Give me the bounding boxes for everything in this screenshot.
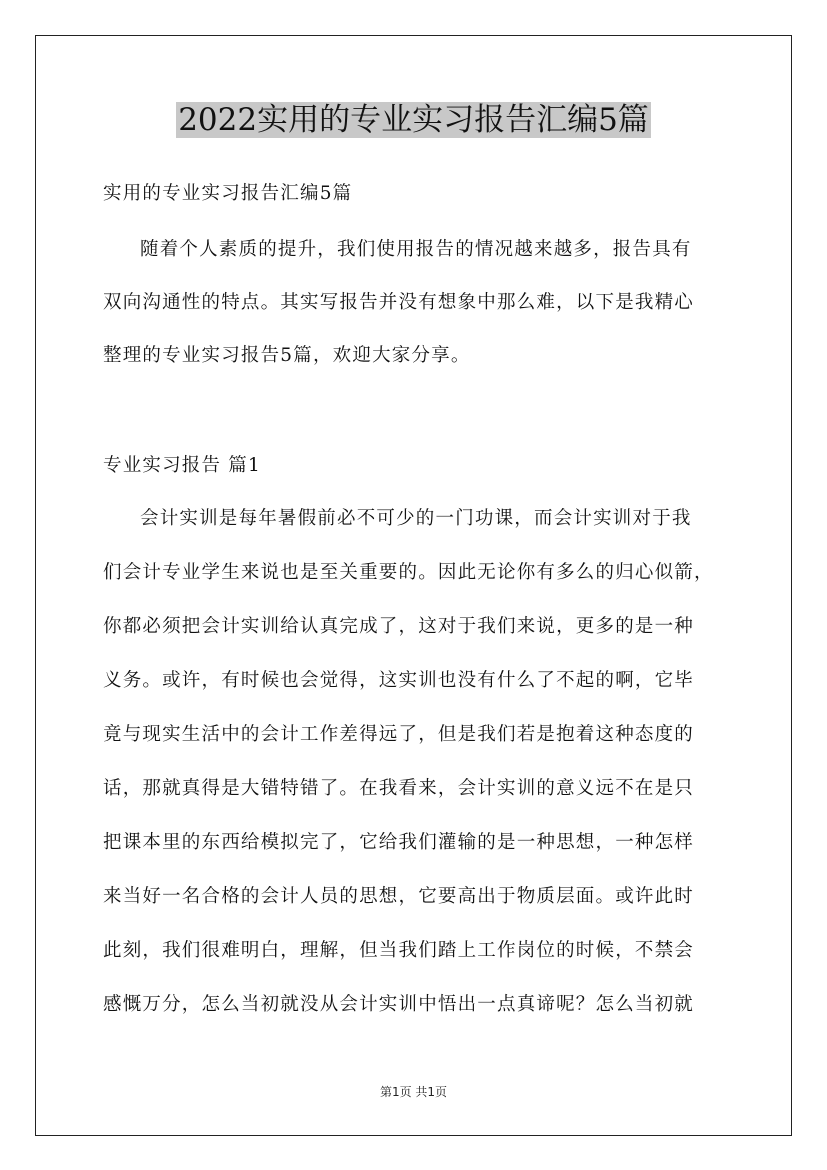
document-title [0,98,827,142]
body-line: 此刻，我们很难明白，理解，但当我们踏上工作岗位的时候，不禁会 [103,940,695,961]
intro-line: 随着个人素质的提升，我们使用报告的情况越来越多，报告具有 [140,239,692,260]
page-footer: 第1页 共1页 [379,1085,448,1099]
document-subtitle: 实用的专业实习报告汇编5篇 [103,183,353,204]
body-line: 竟与现实生活中的会计工作差得远了，但是我们若是抱着这种态度的 [103,724,695,745]
body-line: 来当好一名合格的会计人员的思想，它要高出于物质层面。或许此时 [103,886,695,907]
body-line: 义务。或许，有时候也会觉得，这实训也没有什么了不起的啊，它毕 [103,670,695,691]
body-line: 会计实训是每年暑假前必不可少的一门功课，而会计实训对于我 [140,508,692,529]
intro-line: 整理的专业实习报告5篇，欢迎大家分享。 [103,345,471,366]
body-line: 感慨万分，怎么当初就没从会计实训中悟出一点真谛呢？怎么当初就 [103,994,695,1015]
section-heading: 专业实习报告 篇1 [103,455,261,476]
document-title-text: 2022实用的专业实习报告汇编5篇 [178,102,649,138]
intro-line: 双向沟通性的特点。其实写报告并没有想象中那么难，以下是我精心 [103,292,695,313]
body-line: 把课本里的东西给模拟完了，它给我们灌输的是一种思想，一种怎样 [103,832,695,853]
body-line: 你都必须把会计实训给认真完成了，这对于我们来说，更多的是一种 [103,616,695,637]
body-line: 话，那就真得是大错特错了。在我看来，会计实训的意义远不在是只 [103,778,695,799]
body-line: 们会计专业学生来说也是至关重要的。因此无论你有多么的归心似箭， [103,562,714,583]
